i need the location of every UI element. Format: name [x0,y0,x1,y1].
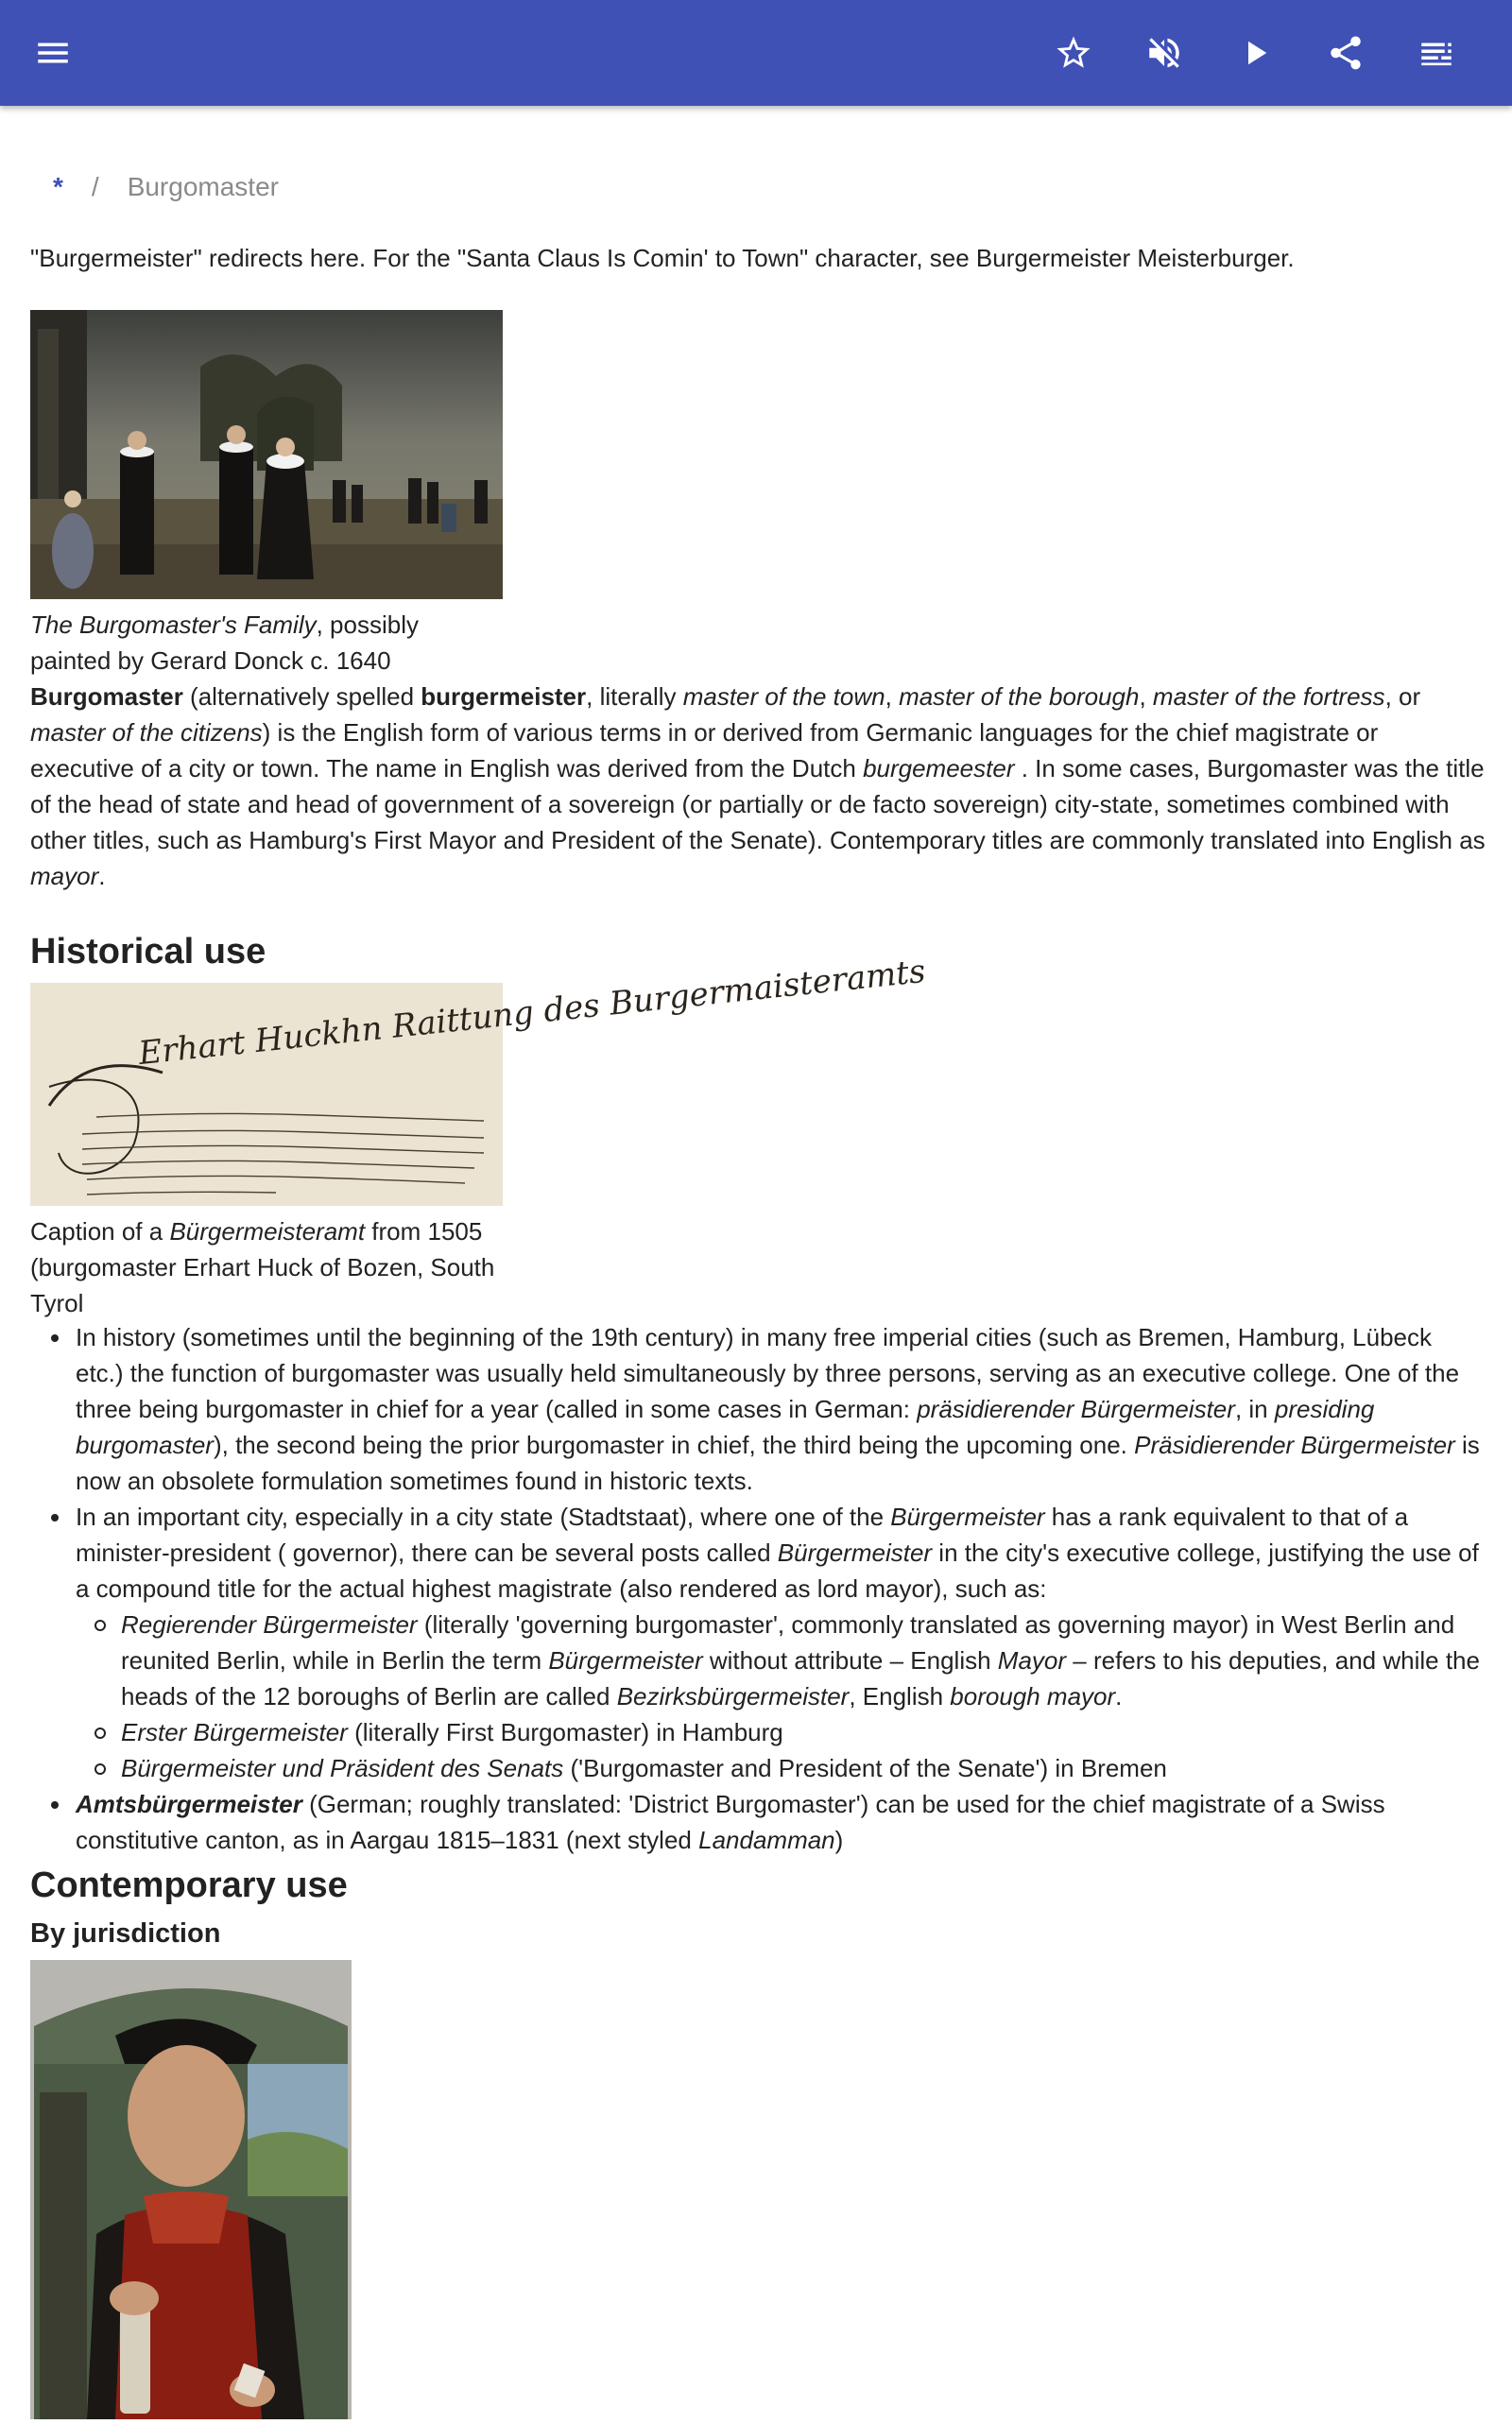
lead-text: . [98,862,106,890]
list-term: Amtsbürgermeister [76,1790,302,1818]
list-text: (German; roughly translated: 'District Burgomaster') can be used for the chief magistrate of a Swiss constitutive canton, as in Aargau 1815–1831 (next styled [76,1790,1385,1854]
breadcrumb-current: Burgomaster [127,172,279,201]
list-text: In history (sometimes until the beginning of the 19th century) in many free imperial cities (such as Bremen, Hamburg, Lübeck etc.) the function of burgomaster was usually held simultaneously by three persons, serving as an executive college. One of the three being burgomaster in chief for a year (called in some cases in German: [76,1323,1460,1423]
list-italic: Präsidierender Bürgermeister [1134,1431,1455,1459]
lead-paragraph [30,679,1486,894]
breadcrumb-home-link[interactable]: * [53,172,63,201]
heading-by-jurisdiction: By jurisdiction [30,1918,221,1949]
heading-historical-use: Historical use [30,932,266,971]
list-italic: Bürgermeister [777,1539,933,1567]
sub-list-item [76,1714,1486,1750]
caption-term: Bürgermeisteramt [169,1217,366,1246]
list-text: without attribute – English [702,1646,998,1675]
breadcrumb-separator: / [91,172,99,201]
historical-use-list [30,1319,1486,1858]
lead-italic: mayor [30,862,99,890]
list-italic: Erster Bürgermeister [121,1718,348,1746]
list-text: ), the second being the prior burgomaster in chief, the third being the upcoming one. [213,1431,1135,1459]
breadcrumb [53,172,279,202]
list-icon [1417,33,1456,73]
list-item [30,1319,1486,1499]
list-text: , in [1234,1395,1275,1423]
list-item [30,1499,1486,1786]
app-bar [0,0,1512,106]
lead-text: , [885,682,900,711]
lead-italic: master of the fortress [1152,682,1385,711]
list-text: ) [834,1826,844,1854]
list-text: ('Burgomaster and President of the Senate') in Bremen [563,1754,1167,1782]
lead-text: ) is the English form of various terms in or derived from Germanic languages for the chief magistrate or executive of a city or town. The name in English was derived from the Dutch [30,718,1379,782]
list-italic: presiding burgomaster [76,1395,1375,1459]
toc-button[interactable] [1406,23,1467,83]
list-italic: präsidierender Bürgermeister [917,1395,1235,1423]
lead-text: , [1139,682,1153,711]
share-button[interactable] [1315,23,1376,83]
list-italic: borough mayor [950,1682,1116,1711]
list-italic: Bürgermeister [548,1646,703,1675]
play-icon [1235,33,1275,73]
figure-caption [30,1213,503,1321]
lead-italic: master of the town [682,682,885,711]
sub-list-item [76,1607,1486,1714]
volume-off-icon [1144,33,1184,73]
lead-term: Burgomaster [30,682,183,711]
figure-caption [30,607,503,679]
list-text: , English [849,1682,951,1711]
heading-contemporary-use: Contemporary use [30,1865,348,1905]
list-italic: Landamman [698,1826,835,1854]
share-icon [1326,33,1366,73]
list-italic: Bürgermeister und Präsident des Senats [121,1754,564,1782]
caption-text: from 1505 (burgomaster Erhart Huck of Bozen, South Tyrol [30,1217,495,1317]
lead-term-alt: burgermeister [421,682,587,711]
menu-icon [33,33,73,73]
burgomasters-family-painting[interactable] [30,310,503,599]
list-text: (literally 'governing burgomaster', commonly translated as governing mayor) in West Berlin and reunited Berlin, while in Berlin the term [121,1610,1455,1675]
list-text: has a rank equivalent to that of a minister-president ( governor), there can be several posts called [76,1503,1409,1567]
caption-text: Caption of a [30,1217,170,1246]
lead-italic: burgemeester [863,754,1015,782]
figure-burgermeisteramt [30,952,928,1321]
burgomaster-portrait-image[interactable] [30,1960,352,2419]
star-outline-icon [1054,33,1093,73]
list-text: – refers to his deputies, and while the heads of the 12 boroughs of Berlin are called [121,1646,1480,1711]
lead-text: (alternatively spelled [182,682,421,711]
manuscript-heading: Erhart Huckhn Raittung des Burgermaisteramts [136,952,928,1074]
sub-list [76,1607,1486,1786]
list-text: . [1115,1682,1123,1711]
list-text: is now an obsolete formulation sometimes found in historic texts. [76,1431,1480,1495]
caption-title: The Burgomaster's Family [30,610,317,639]
list-text: (literally First Burgomaster) in Hamburg [347,1718,783,1746]
list-italic: Mayor [997,1646,1067,1675]
hatnote: "Burgermeister" redirects here. For the "Santa Claus Is Comin' to Town" character, see Burgermeister Meisterburger. [30,244,1295,272]
lead-italic: master of the citizens [30,718,263,747]
list-text: In an important city, especially in a city state (Stadtstaat), where one of the [76,1503,891,1531]
mute-button[interactable] [1134,23,1194,83]
lead-text: . In some cases, Burgomaster was the title of the head of state and head of government of a sovereign (or partially or de facto sovereign) city-state, sometimes combined with other titles, such as Hamburg's First Mayor and President of the Senate). Contemporary titles are commonly translated into English as [30,754,1486,854]
lead-text: , literally [586,682,683,711]
caption-text: , possibly painted by Gerard Donck c. 1640 [30,610,419,675]
lead-text: , or [1384,682,1421,711]
play-button[interactable] [1225,23,1285,83]
sub-list-item [76,1750,1486,1786]
list-italic: Regierender Bürgermeister [121,1610,418,1639]
lead-italic: master of the borough [899,682,1140,711]
figure-burgomasters-family [30,310,503,679]
list-text: in the city's executive college, justifying the use of a compound title for the actual highest magistrate (also rendered as lord mayor), such as: [76,1539,1479,1603]
list-italic: Bürgermeister [890,1503,1045,1531]
menu-button[interactable] [23,23,83,83]
favorite-button[interactable] [1043,23,1104,83]
burgermeisteramt-manuscript-image[interactable] [30,952,928,1206]
list-italic: Bezirksbürgermeister [616,1682,850,1711]
list-item [30,1786,1486,1858]
